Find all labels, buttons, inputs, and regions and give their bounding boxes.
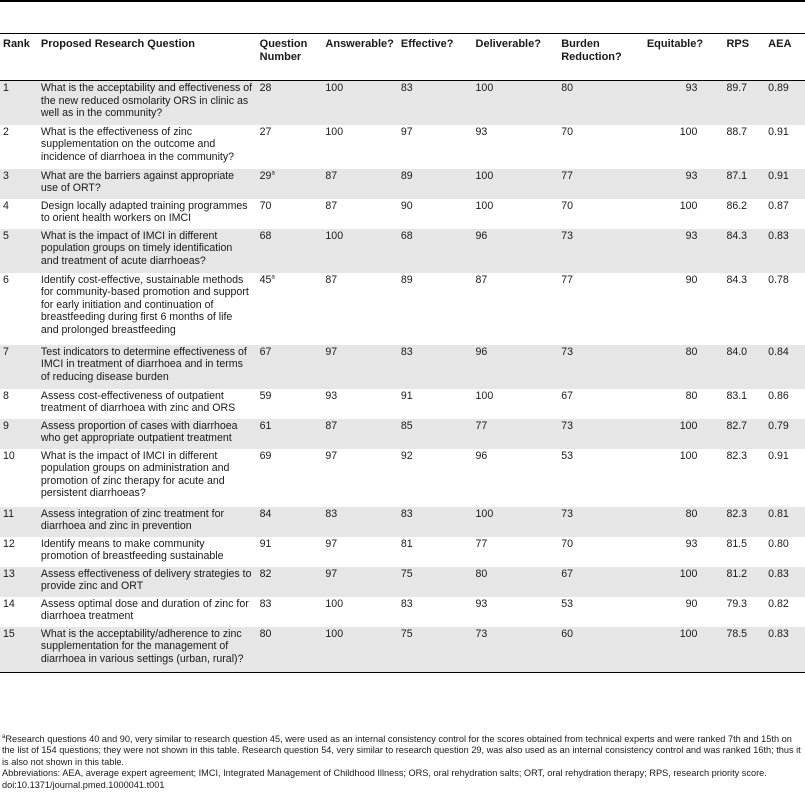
cell-burden: 77	[558, 169, 644, 199]
cell-burden: 80	[558, 81, 644, 125]
cell-number	[257, 449, 323, 507]
cell-effective: 92	[398, 449, 473, 507]
cell-question: Assess optimal dose and duration of zinc for diarrhoea treatment	[38, 597, 257, 627]
cell-burden: 60	[558, 627, 644, 673]
question-number-value: 28	[259, 82, 272, 94]
cell-deliverable: 96	[473, 345, 559, 389]
cell-rps: 82.7	[723, 419, 765, 449]
cell-rank: 3	[0, 169, 38, 199]
cell-rps: 79.3	[723, 597, 765, 627]
cell-rank: 12	[0, 537, 38, 567]
table-row	[0, 125, 805, 169]
cell-answerable: 100	[322, 627, 397, 673]
cell-aea: 0.84	[765, 345, 805, 389]
table-row	[0, 419, 805, 449]
cell-number	[257, 507, 323, 537]
cell-number	[257, 537, 323, 567]
cell-answerable: 100	[322, 125, 397, 169]
col-header-deliverable: Deliverable?	[473, 34, 559, 81]
cell-number	[257, 273, 323, 345]
cell-answerable: 87	[322, 419, 397, 449]
cell-deliverable: 87	[473, 273, 559, 345]
question-number-value: 29	[259, 169, 272, 182]
cell-rps: 81.2	[723, 567, 765, 597]
cell-rank: 15	[0, 627, 38, 673]
research-priority-table	[0, 33, 805, 673]
question-number-value: 68	[259, 229, 272, 242]
footnote-doi: doi:10.1371/journal.pmed.1000041.t001	[2, 779, 165, 790]
cell-number	[257, 199, 323, 229]
cell-aea: 0.83	[765, 229, 805, 273]
cell-number	[257, 597, 323, 627]
cell-rps: 81.5	[723, 537, 765, 567]
cell-number	[257, 125, 323, 169]
cell-equitable: 100	[644, 627, 724, 673]
cell-effective: 85	[398, 419, 473, 449]
footnote-a-mark: a	[2, 733, 6, 740]
cell-deliverable: 93	[473, 125, 559, 169]
footnote-marker: a	[271, 169, 275, 176]
table-row	[0, 199, 805, 229]
cell-equitable: 80	[644, 389, 724, 419]
question-number-value: 70	[259, 199, 272, 212]
cell-burden: 73	[558, 229, 644, 273]
cell-effective: 97	[398, 125, 473, 169]
footnote-marker: a	[271, 273, 275, 280]
cell-deliverable: 93	[473, 597, 559, 627]
question-number-value: 82	[259, 567, 272, 580]
table-row	[0, 345, 805, 389]
cell-answerable: 97	[322, 567, 397, 597]
cell-rank: 5	[0, 229, 38, 273]
cell-burden: 67	[558, 389, 644, 419]
cell-rank: 4	[0, 199, 38, 229]
cell-rank: 8	[0, 389, 38, 419]
cell-equitable: 100	[644, 449, 724, 507]
cell-effective: 89	[398, 169, 473, 199]
cell-answerable: 87	[322, 169, 397, 199]
cell-effective: 83	[398, 507, 473, 537]
cell-burden: 73	[558, 345, 644, 389]
question-number-value: 83	[259, 597, 272, 610]
col-header-number: Question Number	[257, 34, 323, 81]
header-row	[0, 34, 805, 81]
cell-effective: 68	[398, 229, 473, 273]
cell-rps: 84.3	[723, 229, 765, 273]
question-number-value: 69	[259, 449, 272, 462]
table-row	[0, 229, 805, 273]
table-footnotes	[0, 734, 805, 791]
cell-effective: 91	[398, 389, 473, 419]
col-header-answerable: Answerable?	[322, 34, 397, 81]
table-row	[0, 507, 805, 537]
cell-answerable: 97	[322, 537, 397, 567]
question-number-value: 91	[259, 537, 272, 550]
cell-rps: 78.5	[723, 627, 765, 673]
cell-deliverable: 100	[473, 81, 559, 125]
cell-rps: 84.3	[723, 273, 765, 345]
cell-equitable: 93	[644, 537, 724, 567]
cell-answerable: 100	[322, 229, 397, 273]
cell-question: Identify cost-effective, sustainable methods for community-based promotion and support for early initiation and continuation of breastfeeding during first 6 months of life and prolonged breastfeeding	[38, 273, 257, 345]
cell-question: What is the effectiveness of zinc supplementation on the outcome and incidence of diarrhoea in the community?	[38, 125, 257, 169]
cell-answerable: 100	[322, 81, 397, 125]
cell-burden: 53	[558, 449, 644, 507]
table-row	[0, 597, 805, 627]
cell-question: Assess integration of zinc treatment for diarrhoea and zinc in prevention	[38, 507, 257, 537]
cell-aea: 0.83	[765, 567, 805, 597]
cell-deliverable: 77	[473, 419, 559, 449]
table-row	[0, 389, 805, 419]
cell-burden: 77	[558, 273, 644, 345]
cell-rank: 1	[0, 81, 38, 125]
cell-deliverable: 100	[473, 507, 559, 537]
cell-aea: 0.91	[765, 449, 805, 507]
cell-question: Design locally adapted training programmes to orient health workers on IMCI	[38, 199, 257, 229]
cell-rank: 10	[0, 449, 38, 507]
table-row	[0, 537, 805, 567]
table-row	[0, 449, 805, 507]
cell-deliverable: 80	[473, 567, 559, 597]
cell-aea: 0.91	[765, 125, 805, 169]
cell-effective: 83	[398, 81, 473, 125]
cell-equitable: 100	[644, 419, 724, 449]
cell-rank: 9	[0, 419, 38, 449]
cell-aea: 0.80	[765, 537, 805, 567]
table-row	[0, 81, 805, 125]
cell-equitable: 80	[644, 345, 724, 389]
cell-question: Assess effectiveness of delivery strategies to provide zinc and ORT	[38, 567, 257, 597]
cell-aea: 0.79	[765, 419, 805, 449]
cell-equitable: 93	[644, 169, 724, 199]
cell-burden: 53	[558, 597, 644, 627]
cell-equitable: 93	[644, 229, 724, 273]
cell-answerable: 93	[322, 389, 397, 419]
top-rule	[0, 0, 805, 2]
cell-burden: 73	[558, 419, 644, 449]
question-number-value: 45	[259, 273, 272, 286]
cell-effective: 83	[398, 597, 473, 627]
cell-burden: 70	[558, 125, 644, 169]
cell-equitable: 90	[644, 597, 724, 627]
cell-rps: 87.1	[723, 169, 765, 199]
cell-deliverable: 100	[473, 199, 559, 229]
cell-deliverable: 77	[473, 537, 559, 567]
cell-effective: 81	[398, 537, 473, 567]
cell-aea: 0.89	[765, 81, 805, 125]
table-row	[0, 567, 805, 597]
cell-burden: 70	[558, 537, 644, 567]
cell-number	[257, 389, 323, 419]
question-number-value: 80	[259, 627, 272, 640]
cell-question: What is the acceptability and effectiveness of the new reduced osmolarity ORS in clinic as well as in the community?	[38, 81, 257, 125]
cell-rank: 14	[0, 597, 38, 627]
cell-answerable: 83	[322, 507, 397, 537]
table-row	[0, 627, 805, 673]
question-number-value: 61	[259, 419, 272, 432]
table-row	[0, 169, 805, 199]
cell-aea: 0.91	[765, 169, 805, 199]
cell-deliverable: 96	[473, 229, 559, 273]
cell-rps: 89.7	[723, 81, 765, 125]
question-number-value: 67	[259, 345, 272, 358]
cell-deliverable: 96	[473, 449, 559, 507]
cell-question: Test indicators to determine effectiveness of IMCI in treatment of diarrhoea and in terms of reducing disease burden	[38, 345, 257, 389]
cell-answerable: 87	[322, 199, 397, 229]
col-header-aea: AEA	[765, 34, 805, 81]
cell-rps: 83.1	[723, 389, 765, 419]
cell-deliverable: 100	[473, 389, 559, 419]
col-header-burden: Burden Reduction?	[558, 34, 644, 81]
cell-rank: 13	[0, 567, 38, 597]
cell-question: Assess proportion of cases with diarrhoea who get appropriate outpatient treatment	[38, 419, 257, 449]
cell-burden: 67	[558, 567, 644, 597]
cell-equitable: 100	[644, 199, 724, 229]
cell-answerable: 97	[322, 449, 397, 507]
cell-number	[257, 419, 323, 449]
cell-aea: 0.82	[765, 597, 805, 627]
cell-equitable: 100	[644, 567, 724, 597]
cell-rank: 2	[0, 125, 38, 169]
cell-equitable: 100	[644, 125, 724, 169]
cell-effective: 90	[398, 199, 473, 229]
cell-question: What is the acceptability/adherence to zinc supplementation for the management of diarrhoea in various settings (urban, rural)?	[38, 627, 257, 673]
cell-burden: 70	[558, 199, 644, 229]
cell-rps: 82.3	[723, 449, 765, 507]
cell-deliverable: 73	[473, 627, 559, 673]
cell-number	[257, 345, 323, 389]
cell-aea: 0.78	[765, 273, 805, 345]
cell-aea: 0.81	[765, 507, 805, 537]
cell-burden: 73	[558, 507, 644, 537]
cell-rps: 86.2	[723, 199, 765, 229]
footnote-abbreviations: Abbreviations: AEA, average expert agreement; IMCI, Integrated Management of Childhood Illness; ORS, oral rehydration salts; ORT, oral rehydration therapy; RPS, research priority score.	[2, 768, 767, 779]
cell-number	[257, 627, 323, 673]
footnote-a-text: Research questions 40 and 90, very similar to research question 45, were used as an internal consistency control for the scores obtained from technical experts and were ranked 7th and 15th on the list of 154 questions; they were not shown in this table. Research question 54, very similar to research question 29, was also used as an internal consistency control and was ranked 16th; thus it is also not shown in this table.	[2, 734, 801, 767]
cell-rps: 88.7	[723, 125, 765, 169]
col-header-equitable: Equitable?	[644, 34, 724, 81]
footnote-a	[0, 734, 805, 768]
table-body	[0, 81, 805, 673]
cell-rank: 6	[0, 273, 38, 345]
question-number-value: 59	[259, 389, 272, 402]
cell-rps: 82.3	[723, 507, 765, 537]
cell-aea: 0.83	[765, 627, 805, 673]
question-number-value: 84	[259, 507, 272, 520]
col-header-rank: Rank	[0, 34, 38, 81]
cell-rank: 11	[0, 507, 38, 537]
cell-equitable: 80	[644, 507, 724, 537]
cell-rps: 84.0	[723, 345, 765, 389]
cell-effective: 75	[398, 567, 473, 597]
cell-question: Identify means to make community promotion of breastfeeding sustainable	[38, 537, 257, 567]
cell-rank: 7	[0, 345, 38, 389]
col-header-effective: Effective?	[398, 34, 473, 81]
cell-equitable: 90	[644, 273, 724, 345]
cell-question: What are the barriers against appropriate use of ORT?	[38, 169, 257, 199]
cell-aea: 0.87	[765, 199, 805, 229]
table-row	[0, 273, 805, 345]
cell-question: Assess cost-effectiveness of outpatient treatment of diarrhoea with zinc and ORS	[38, 389, 257, 419]
col-header-question: Proposed Research Question	[38, 34, 257, 81]
cell-effective: 75	[398, 627, 473, 673]
question-number-value: 27	[259, 125, 272, 138]
cell-question: What is the impact of IMCI in different population groups on timely identification and treatment of acute diarrhoeas?	[38, 229, 257, 273]
cell-equitable: 93	[644, 81, 724, 125]
cell-question: What is the impact of IMCI in different population groups on administration and promotion of zinc therapy for acute and persistent diarrhoeas?	[38, 449, 257, 507]
cell-answerable: 87	[322, 273, 397, 345]
cell-effective: 83	[398, 345, 473, 389]
cell-answerable: 97	[322, 345, 397, 389]
cell-aea: 0.86	[765, 389, 805, 419]
cell-effective: 89	[398, 273, 473, 345]
cell-deliverable: 100	[473, 169, 559, 199]
cell-number	[257, 169, 323, 199]
cell-number	[257, 81, 323, 125]
cell-number	[257, 229, 323, 273]
col-header-rps: RPS	[723, 34, 765, 81]
cell-number	[257, 567, 323, 597]
cell-answerable: 100	[322, 597, 397, 627]
